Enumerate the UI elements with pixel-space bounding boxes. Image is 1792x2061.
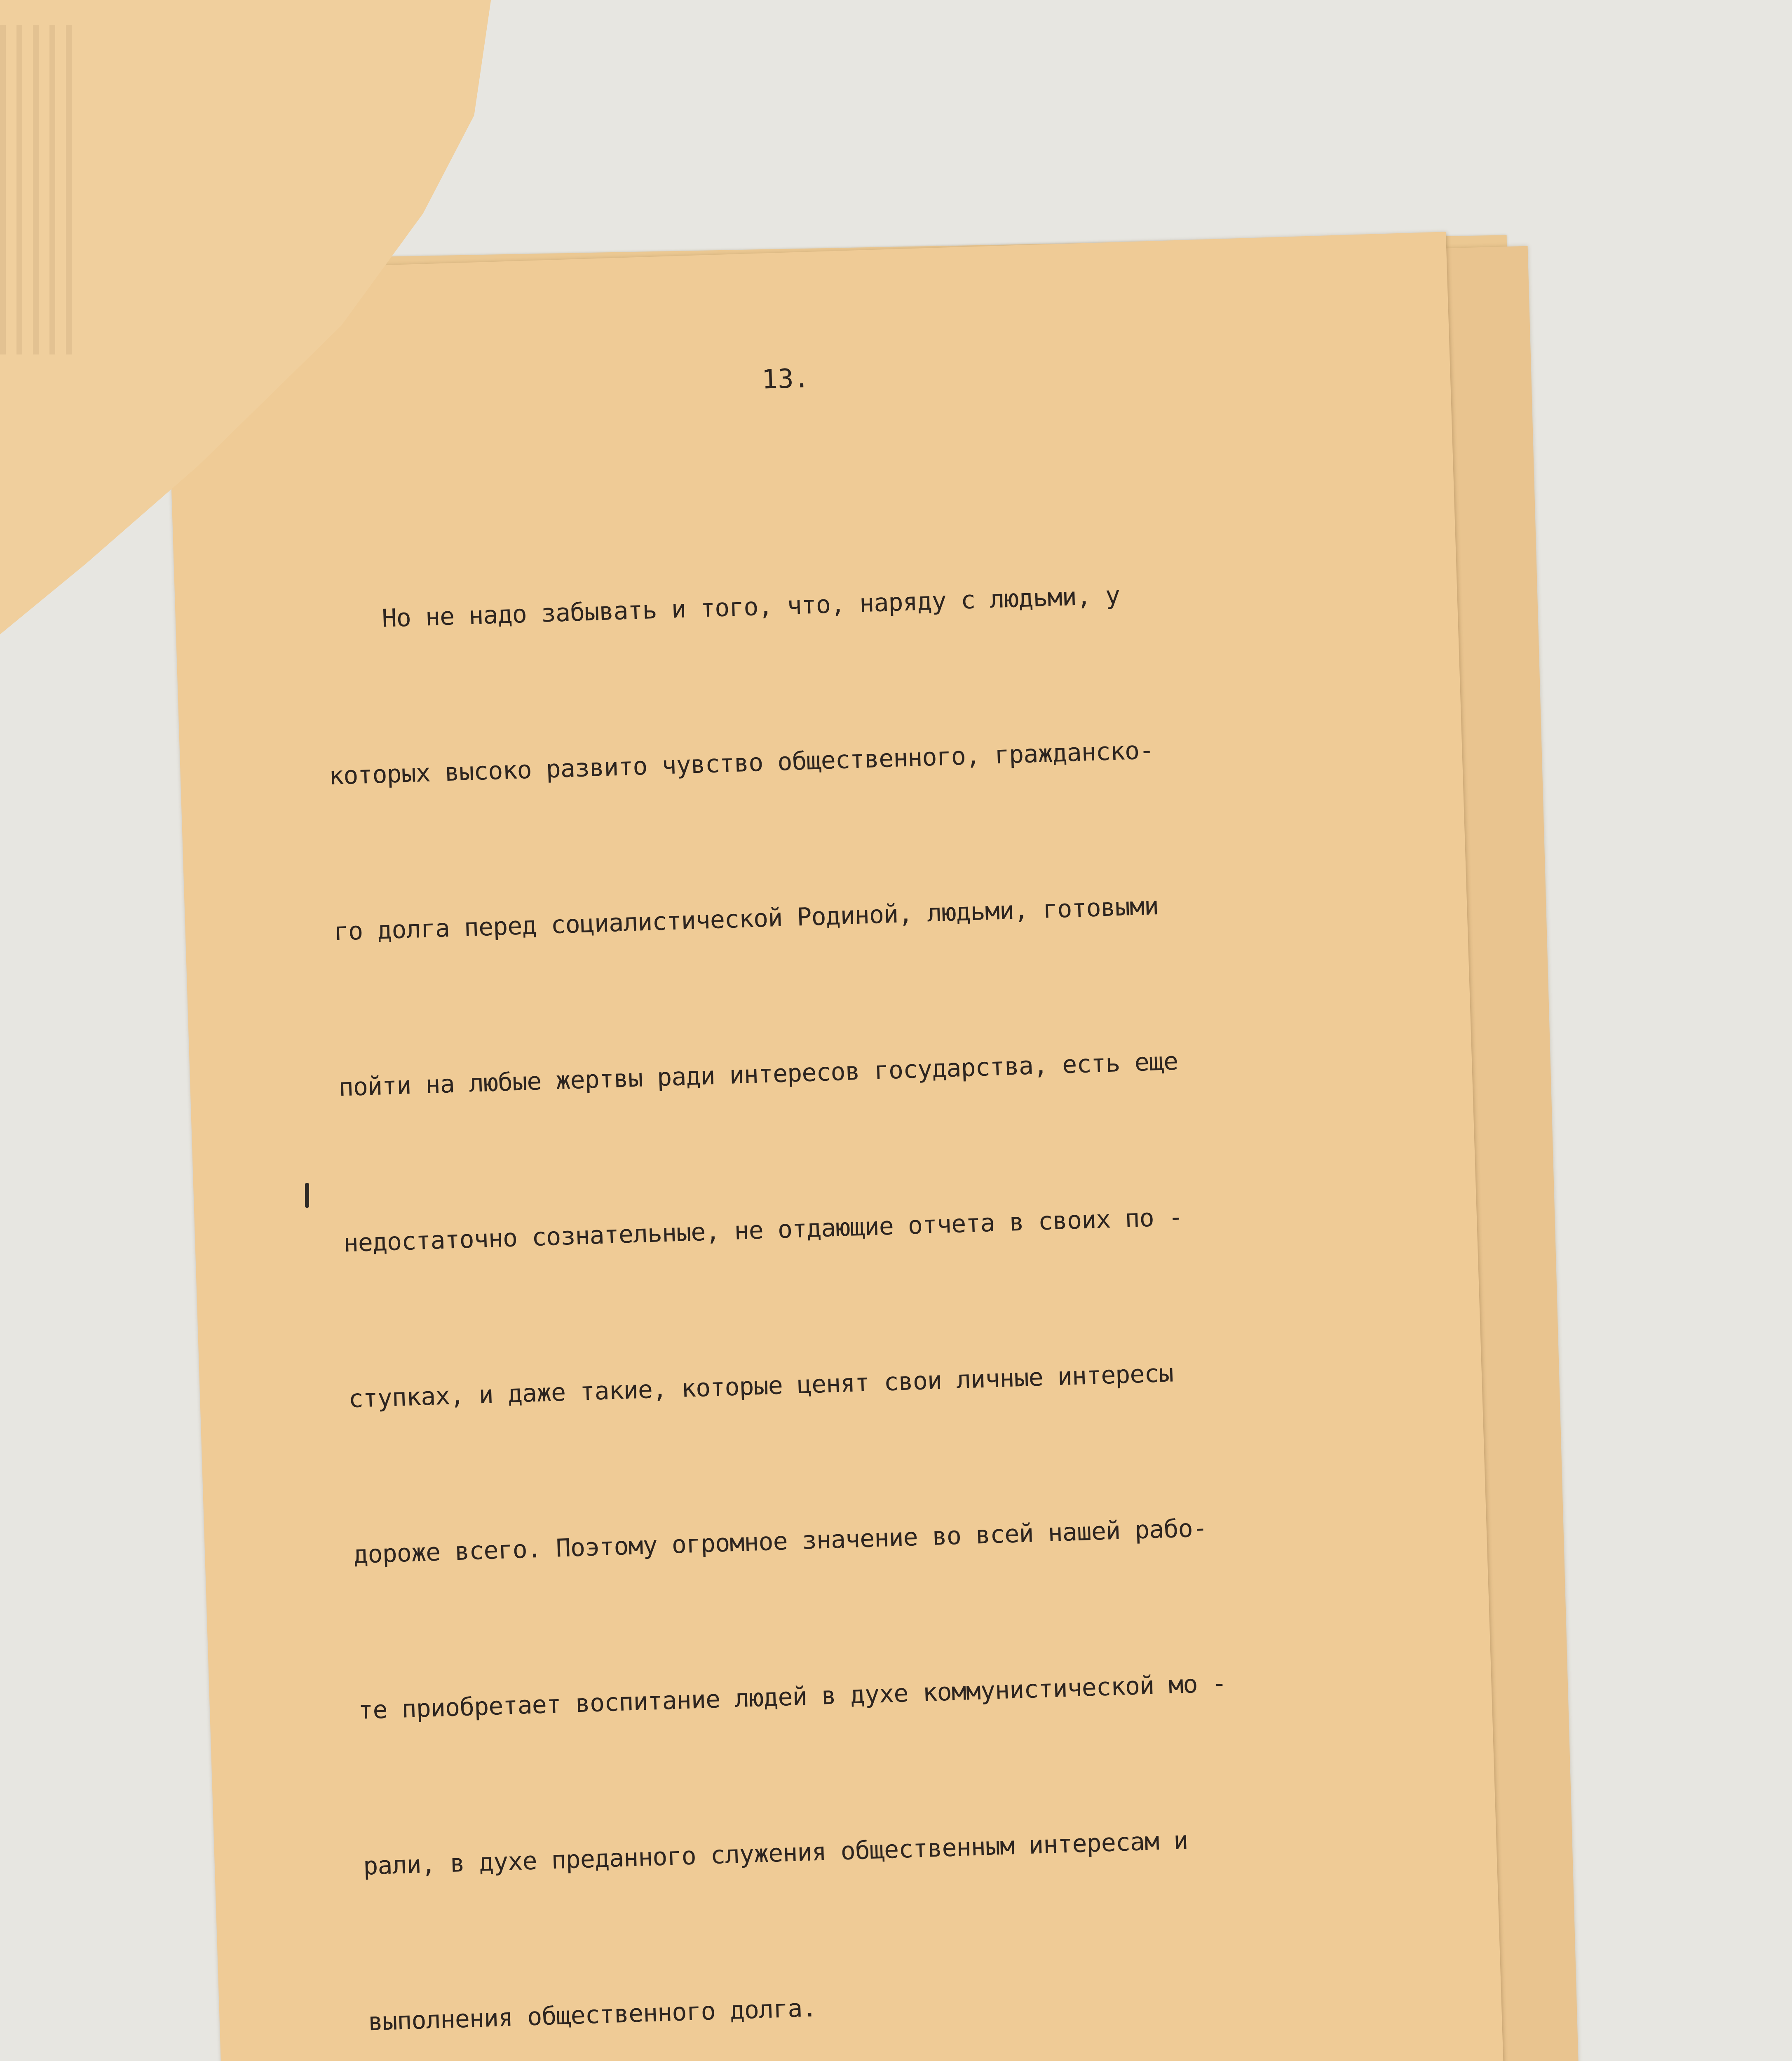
text-line: го долга перед социалистической Родиной, людьми, готовыми xyxy=(333,891,1159,946)
text-line: которых высоко развито чувство общественного, гражданско- xyxy=(328,736,1154,791)
text-line: дороже всего. Поэтому огромное значение во всей нашей рабо- xyxy=(353,1514,1208,1570)
page-number: 13. xyxy=(761,363,810,395)
text-line: недостаточно сознательные, не отдающие отчета в своих по - xyxy=(343,1202,1183,1258)
text-line: пойти на любые жертвы ради интересов государства, есть еще xyxy=(338,1047,1179,1102)
text-line: Но не надо забывать и того, что, наряду с людьми, у xyxy=(324,581,1121,635)
paragraph xyxy=(320,458,1402,2061)
text-line: выполнения общественного долга. xyxy=(367,1993,817,2037)
text-line: рали, в духе преданного служения общественным интересам и xyxy=(363,1826,1189,1881)
margin-ink-mark xyxy=(305,1183,309,1208)
text-line: ступках, и даже такие, которые ценят свои личные интересы xyxy=(348,1359,1174,1414)
bleed-through-text xyxy=(0,25,74,354)
text-line: те приобретает воспитание людей в духе коммунистической мо - xyxy=(358,1669,1227,1725)
page-text xyxy=(317,354,1578,2061)
typewritten-page xyxy=(164,232,1504,2061)
